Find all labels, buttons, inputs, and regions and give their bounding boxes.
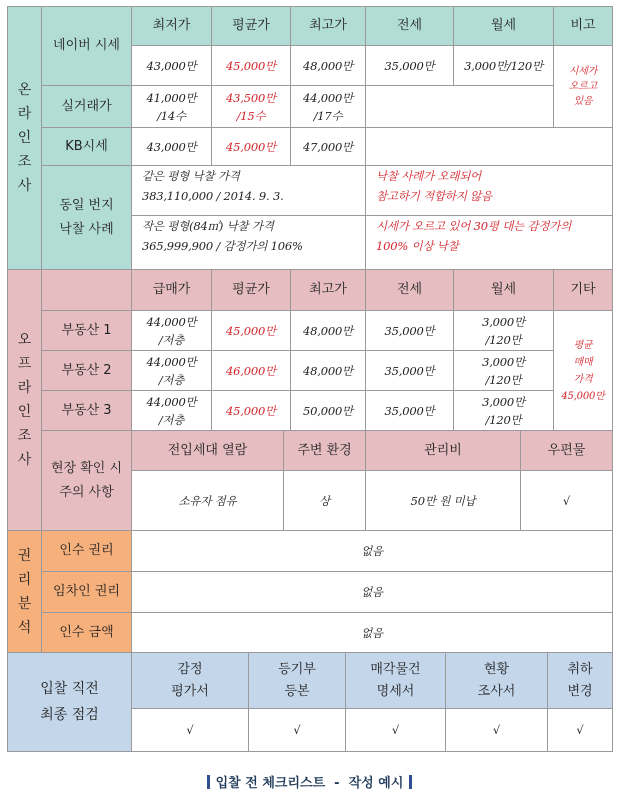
caption (0, 772, 619, 791)
final-header-status-report: 현황 조사서 (445, 652, 548, 709)
offline-etc-note: 평균 매매 가격 45,000만 (553, 310, 613, 431)
auction-case2-note: 시세가 오르고 있어 30평 대는 감정가의 100% 이상 낙찰 (365, 215, 613, 270)
online-naver-wolse: 3,000만/120만 (453, 45, 554, 86)
online-header-min: 최저가 (131, 6, 212, 46)
online-realtrade-max: 44,000만 /17수 (290, 85, 366, 128)
rights-row1-label: 인수 권리 (41, 530, 132, 572)
final-header-withdrawal: 취하 변경 (547, 652, 613, 709)
offline-row3-avg: 45,000만 (211, 390, 291, 431)
rights-row1-value: 없음 (131, 530, 613, 572)
onsite-header-fee: 관리비 (365, 430, 521, 471)
online-realtrade-min: 41,000만 /14수 (131, 85, 212, 128)
online-header-avg: 평균가 (211, 6, 291, 46)
online-realtrade-avg: 43,500만 /15수 (211, 85, 291, 128)
online-row-realtrade-label: 실거래가 (41, 85, 132, 128)
final-header-appraisal: 감정 평가서 (131, 652, 249, 709)
offline-row3-wolse: 3,000만 /120만 (453, 390, 554, 431)
offline-row2-wolse: 3,000만 /120만 (453, 350, 554, 391)
rights-section-label: 권 리 분 석 (7, 530, 42, 653)
onsite-header-mail: 우편물 (520, 430, 613, 471)
online-row-kb-label: KB시세 (41, 127, 132, 166)
final-sale-statement-check: √ (345, 708, 446, 752)
online-kb-empty (365, 127, 613, 166)
final-appraisal-check: √ (131, 708, 249, 752)
offline-header-max: 최고가 (290, 269, 366, 311)
final-label: 입찰 직전 최종 점검 (7, 652, 132, 752)
caption-bar-left (207, 775, 210, 789)
online-naver-avg: 45,000만 (211, 45, 291, 86)
auction-case1: 같은 평형 낙찰 가격 383,110,000 / 2014. 9. 3. (131, 165, 366, 216)
offline-header-etc: 기타 (553, 269, 613, 311)
final-registry-check: √ (248, 708, 346, 752)
final-header-registry: 등기부 등본 (248, 652, 346, 709)
onsite-header-move-in: 전입세대 열람 (131, 430, 284, 471)
offline-header-avg: 평균가 (211, 269, 291, 311)
online-naver-min: 43,000만 (131, 45, 212, 86)
offline-header-urgent: 급매가 (131, 269, 212, 311)
offline-row1-wolse: 3,000만 /120만 (453, 310, 554, 351)
rights-row3-label: 인수 금액 (41, 612, 132, 653)
final-status-report-check: √ (445, 708, 548, 752)
online-auction-label: 동일 번지 낙찰 사례 (41, 165, 132, 270)
offline-header-wolse: 월세 (453, 269, 554, 311)
final-header-sale-statement: 매각물건 명세서 (345, 652, 446, 709)
offline-row1-urgent: 44,000만 /저층 (131, 310, 212, 351)
online-naver-max: 48,000만 (290, 45, 366, 86)
rights-row3-value: 없음 (131, 612, 613, 653)
offline-row2-max: 48,000만 (290, 350, 366, 391)
auction-case2: 작은 평형(84㎡) 낙찰 가격 365,999,900 / 감정가의 106% (131, 215, 366, 270)
online-header-wolse: 월세 (453, 6, 554, 46)
online-naver-jeonse: 35,000만 (365, 45, 454, 86)
offline-row3-jeonse: 35,000만 (365, 390, 454, 431)
onsite-mail-value: √ (520, 470, 613, 531)
online-row-naver-label: 네이버 시세 (41, 6, 132, 86)
offline-row3-urgent: 44,000만 /저층 (131, 390, 212, 431)
rights-row2-label: 임차인 권리 (41, 571, 132, 613)
onsite-label: 현장 확인 시 주의 사항 (41, 430, 132, 531)
online-header-remark: 비고 (553, 6, 613, 46)
auction-case1-note: 낙찰 사례가 오래되어 참고하기 적합하지 않음 (365, 165, 613, 216)
onsite-fee-value: 50만 원 미납 (365, 470, 521, 531)
offline-row2-label: 부동산 2 (41, 350, 132, 391)
onsite-environment-value: 상 (283, 470, 366, 531)
online-header-jeonse: 전세 (365, 6, 454, 46)
offline-row1-max: 48,000만 (290, 310, 366, 351)
rights-row2-value: 없음 (131, 571, 613, 613)
caption-text: 입찰 전 체크리스트 - 작성 예시 (215, 776, 404, 791)
caption-bar-right (409, 775, 412, 789)
offline-header-blank (41, 269, 132, 311)
onsite-move-in-value: 소유자 점유 (131, 470, 284, 531)
offline-row2-jeonse: 35,000만 (365, 350, 454, 391)
offline-row3-label: 부동산 3 (41, 390, 132, 431)
online-kb-avg: 45,000만 (211, 127, 291, 166)
offline-row3-max: 50,000만 (290, 390, 366, 431)
offline-row1-avg: 45,000만 (211, 310, 291, 351)
online-realtrade-empty (365, 85, 554, 128)
final-withdrawal-check: √ (547, 708, 613, 752)
online-kb-max: 47,000만 (290, 127, 366, 166)
offline-row2-urgent: 44,000만 /저층 (131, 350, 212, 391)
offline-row2-avg: 46,000만 (211, 350, 291, 391)
offline-header-jeonse: 전세 (365, 269, 454, 311)
online-header-max: 최고가 (290, 6, 366, 46)
onsite-header-environment: 주변 환경 (283, 430, 366, 471)
offline-section-label: 오 프 라 인 조 사 (7, 269, 42, 531)
online-kb-min: 43,000만 (131, 127, 212, 166)
offline-row1-label: 부동산 1 (41, 310, 132, 351)
online-remark: 시세가 오르고 있음 (553, 45, 613, 128)
offline-row1-jeonse: 35,000만 (365, 310, 454, 351)
online-section-label: 온 라 인 조 사 (7, 6, 42, 270)
